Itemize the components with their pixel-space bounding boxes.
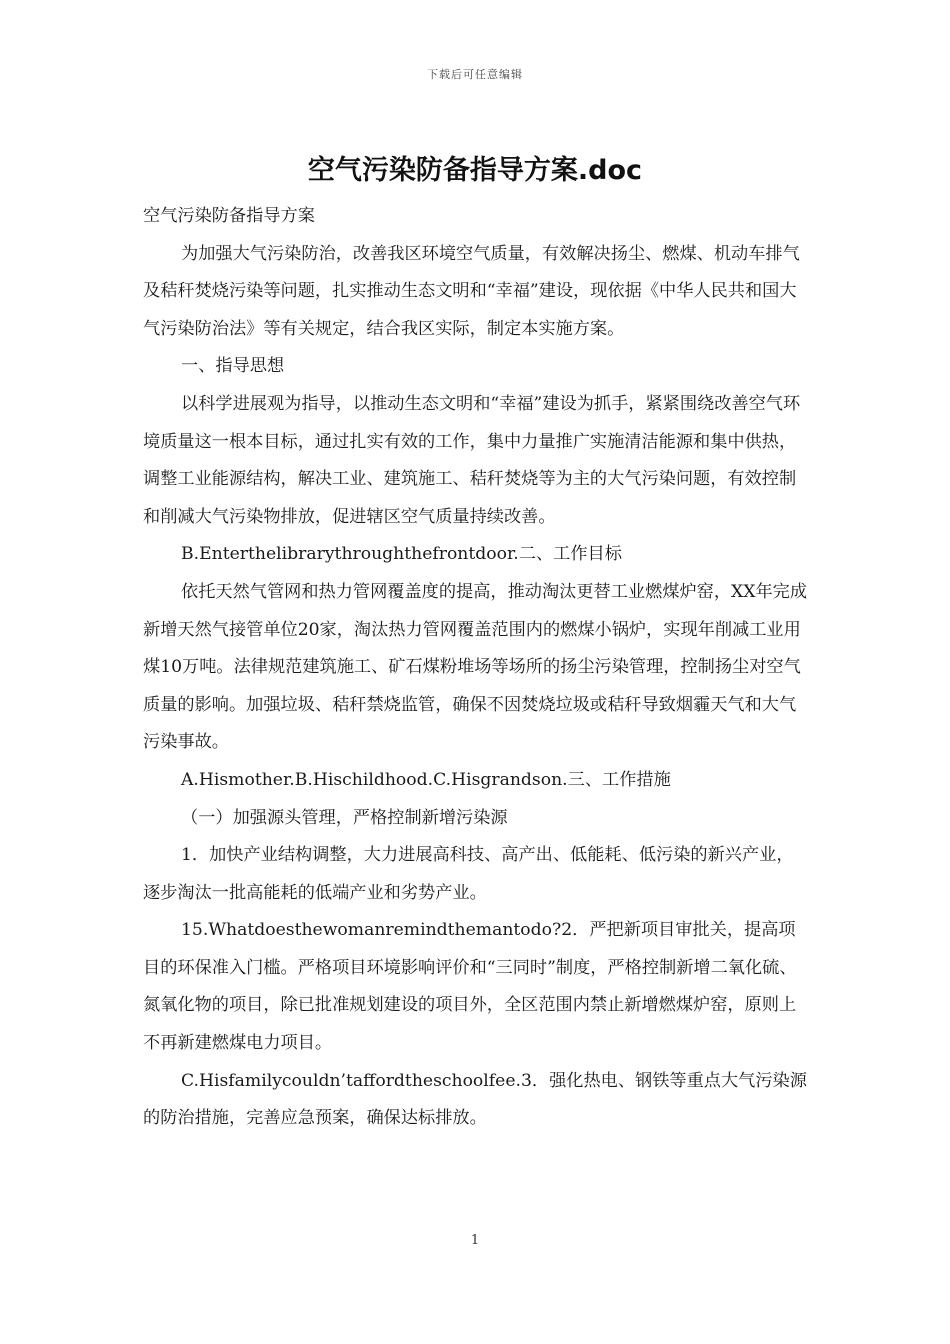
document-title: 空气污染防备指导方案.doc [307,155,643,186]
section-heading-guiding-ideology: 一、指导思想 [181,356,285,377]
body-paragraph-intro: 为加强大气污染防治，改善我区环境空气质量，有效解决扬尘、燃煤、机动车排气及秸秆焚烧污染等问题，扎实推动生态文明和“幸福”建设，现依据《中华人民共和国大气污染防治法》等有关规定，结合我区实际，制定本实施方案。 [143,243,800,339]
body-paragraph-item-1: 1．加快产业结构调整，大力进展高科技、高产出、低能耗、低污染的新兴产业，逐步淘汰一批高能耗的低端产业和劣势产业。 [143,845,794,903]
section-heading-work-measures: A.Hismother.B.Hischildhood.C.Hisgrandson.三、工作措施 [181,769,671,790]
subsection-heading-source-control: （一）加强源头管理，严格控制新增污染源 [181,807,508,828]
body-paragraph-item-2: 15.Whatdoesthewomanremindthemantodo?2．严把新项目审批关，提高项目的环保准入门槛。严格项目环境影响评价和“三同时”制度，严格控制新增二氧化硫、氮氧化物的项目，除已批准规划建设的项目外，全区范围内禁止新增燃煤炉窑，原则上不再新建燃煤电力项目。 [143,920,797,1054]
header-note: 下载后可任意编辑 [427,68,523,81]
body-paragraph-work-goals: 依托天然气管网和热力管网覆盖度的提高，推动淘汰更替工业燃煤炉窑，XX年完成新增天然气接管单位20家，淘汰热力管网覆盖范围内的燃煤小锅炉，实现年削减工业用煤10万吨。法律规范建筑施工、矿石煤粉堆场等场所的扬尘污染管理，控制扬尘对空气质量的影响。加强垃圾、秸秆禁烧监管，确保不因焚烧垃圾或秸秆导致烟霾天气和大气污染事故。 [143,581,808,753]
page-number: 1 [470,1233,480,1248]
body-subtitle: 空气污染防备指导方案 [143,206,315,226]
body-paragraph-guiding-ideology: 以科学进展观为指导，以推动生态文明和“幸福”建设为抓手，紧紧围绕改善空气环境质量这一根本目标，通过扎实有效的工作，集中力量推广实施清洁能源和集中供热，调整工业能源结构，解决工业、建筑施工、秸秆焚烧等为主的大气污染问题，有效控制和削减大气污染物排放，促进辖区空气质量持续改善。 [143,393,801,527]
section-heading-work-goals: B.Enterthelibrarythroughthefrontdoor.二、工作目标 [181,544,622,565]
document-body [143,198,808,1138]
body-paragraph-item-3: C.Hisfamilycouldn’taffordtheschoolfee.3．强化热电、钢铁等重点大气污染源的防治措施，完善应急预案，确保达标排放。 [143,1070,807,1129]
